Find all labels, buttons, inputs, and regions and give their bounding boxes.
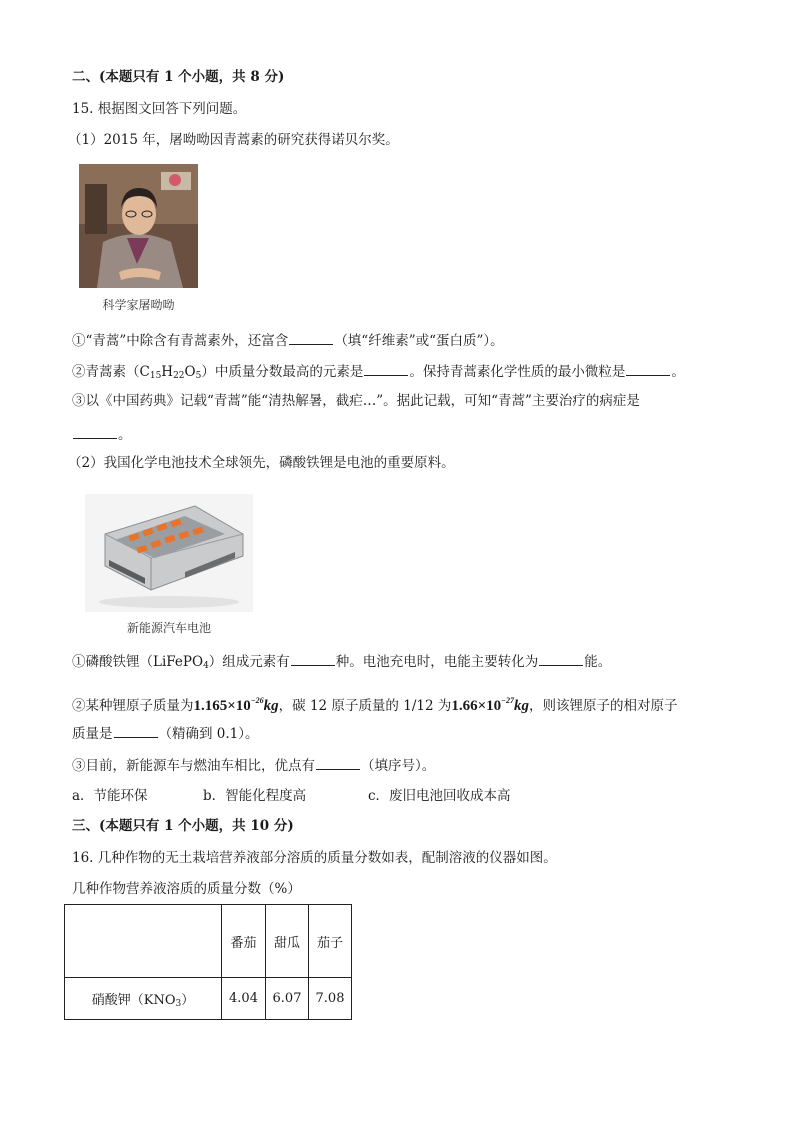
option-b[interactable]: b．智能化程度高: [203, 788, 307, 804]
option-a[interactable]: a．节能环保: [72, 788, 148, 804]
question-2b: [72, 690, 678, 717]
q1b-text-pre: ②青蒿素（C: [72, 364, 150, 380]
q2a-text-mid2: 种。电池充电时，电能主要转化为: [335, 654, 539, 670]
q2a-text-pre: ①磷酸铁锂（LiFePO: [72, 654, 204, 670]
subscript: 4: [203, 661, 209, 671]
carbon-mass-formula: [451, 698, 529, 714]
answer-blank[interactable]: [291, 651, 335, 666]
section-3-heading: 三、(本题只有 1 个小题，共 10 分): [72, 818, 294, 834]
answer-blank[interactable]: [289, 330, 333, 345]
table-row: [65, 978, 352, 1020]
lithium-mass-formula: [194, 698, 279, 714]
table-header-cell: 甜瓜: [266, 905, 309, 978]
question-1c: ③以《中国药典》记载“青蒿”能“清热解暑，截疟…”。据此记载，可知“青蒿”主要治疗的病症是: [72, 393, 640, 409]
answer-blank[interactable]: [626, 361, 670, 376]
q1c-text-end: 。: [118, 427, 132, 443]
row-label-post: ）: [181, 992, 195, 1008]
part-1-intro: （1）2015 年，屠呦呦因青蒿素的研究获得诺贝尔奖。: [68, 132, 399, 148]
table-header-cell: 茄子: [309, 905, 352, 978]
q1a-text-post: （填“纤维素”或“蛋白质”）。: [334, 333, 504, 349]
subscript: 3: [175, 998, 182, 1009]
q2b-line2-post: （精确到 0.1）。: [158, 726, 259, 742]
table-cell: 7.08: [309, 978, 352, 1020]
q2b-text-end: ，则该锂原子的相对原子: [529, 698, 678, 714]
question-1a: [72, 330, 504, 350]
answer-blank[interactable]: [73, 424, 117, 439]
section-2-heading: 二、(本题只有 1 个小题，共 8 分): [72, 69, 285, 85]
formula-exponent: −27: [501, 696, 515, 705]
question-2c: [72, 755, 435, 775]
formula-unit: kg: [514, 698, 530, 714]
part-2-intro: （2）我国化学电池技术全球领先，磷酸铁锂是电池的重要原料。: [68, 455, 455, 471]
formula-exponent: −26: [250, 696, 264, 705]
scientist-photo-caption: 科学家屠呦呦: [102, 298, 175, 312]
question-1b: [72, 361, 685, 385]
table-cell: 6.07: [266, 978, 309, 1020]
table-caption: 几种作物营养液溶质的质量分数（%）: [72, 881, 301, 897]
formula-h: H: [161, 364, 174, 380]
subscript: 22: [173, 371, 185, 381]
q2c-text-pre: ③目前，新能源车与燃油车相比，优点有: [72, 758, 315, 774]
q1b-text-mid2: 。保持青蒿素化学性质的最小微粒是: [409, 364, 626, 380]
row-label-pre: 硝酸钾（KNO: [91, 992, 176, 1008]
q2a-text-mid: ）组成元素有: [208, 654, 290, 670]
table-header-cell: [65, 905, 222, 978]
q2c-text-post: （填序号）。: [361, 758, 436, 774]
answer-blank[interactable]: [316, 755, 360, 770]
table-cell: 4.04: [222, 978, 266, 1020]
nutrient-solution-table: [64, 904, 352, 1020]
q1a-text-pre: ①“青蒿”中除含有青蒿素外，还富含: [72, 333, 289, 349]
q1b-text-end: 。: [671, 364, 685, 380]
q2a-text-end: 能。: [584, 654, 612, 670]
answer-blank[interactable]: [364, 361, 408, 376]
formula-o: O: [184, 364, 196, 380]
subscript: 15: [149, 371, 162, 381]
question-16-stem: 16. 几种作物的无土栽培营养液部分溶质的质量分数如表，配制溶液的仪器如图。: [72, 850, 557, 866]
answer-blank[interactable]: [114, 723, 158, 738]
formula-unit: kg: [263, 698, 279, 714]
question-2b-line2: [72, 723, 259, 743]
formula-base: 1.165×10: [193, 698, 251, 714]
ev-battery-photo: [85, 494, 253, 612]
table-row-label: [65, 978, 222, 1020]
option-c[interactable]: c．废旧电池回收成本高: [368, 788, 511, 804]
q2b-line2-pre: 质量是: [72, 726, 113, 742]
subscript: 5: [195, 371, 202, 381]
q2b-text-mid: ，碳 12 原子质量的 1/12 为: [278, 698, 452, 714]
q1b-text-mid: ）中质量分数最高的元素是: [201, 364, 364, 380]
question-1c-line2: [72, 424, 132, 444]
question-15-stem: 15. 根据图文回答下列问题。: [72, 101, 247, 117]
q2b-text-pre: ②某种锂原子质量为: [72, 698, 194, 714]
answer-blank[interactable]: [539, 651, 583, 666]
scientist-portrait-photo: [79, 164, 198, 288]
table-header-cell: 番茄: [222, 905, 266, 978]
question-2a: [72, 651, 611, 675]
table-header-row: [65, 905, 352, 978]
formula-base: 1.66×10: [451, 698, 502, 714]
question-2c-options: [72, 787, 511, 805]
battery-photo-caption: 新能源汽车电池: [126, 621, 211, 635]
